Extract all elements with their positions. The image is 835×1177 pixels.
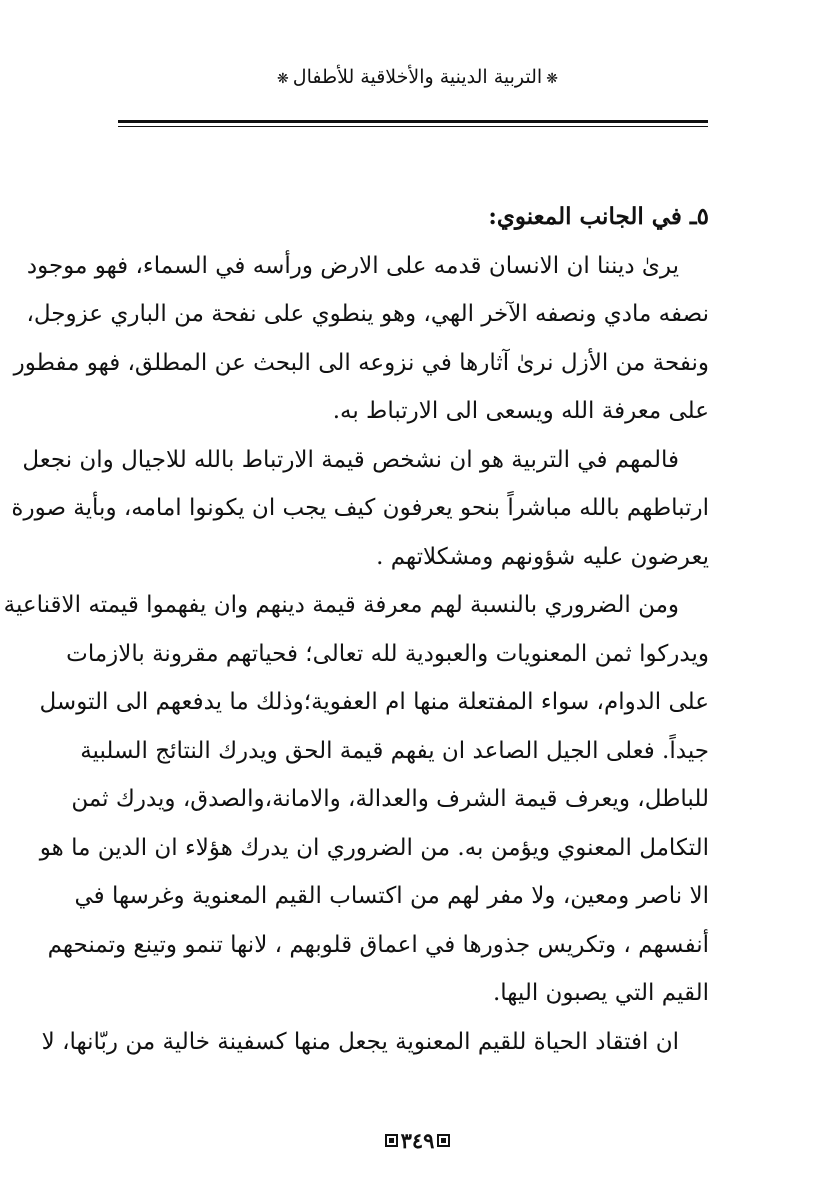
header-rule-thin: [118, 126, 708, 127]
header-rule-thick: [118, 120, 708, 123]
paragraph-1-line-2: نصفه مادي ونصفه الآخر الهي، وهو ينطوي على نفحة من الباري عزوجل،: [26, 301, 709, 327]
paragraph-2-line-3: يعرضون عليه شؤونهم ومشكلاتهم .: [376, 543, 709, 570]
page-number: ٣٤٩: [400, 1128, 435, 1153]
paragraph-3-line-8: أنفسهم ، وتكريس جذورها في اعماق قلوبهم ، لانها تنمو وتينع وتمنحهم: [47, 931, 709, 958]
ornament-star-icon: ❋: [277, 71, 289, 87]
paragraph-3-line-4: جيداً. فعلى الجيل الصاعد ان يفهم قيمة الحق ويدرك النتائج السلبية: [80, 737, 709, 764]
running-header: [0, 62, 835, 94]
paragraph-2-line-2: ارتباطهم بالله مباشراً بنحو يعرفون كيف يجب ان يكونوا امامه، وبأية صورة: [11, 495, 709, 521]
paragraph-3-line-2: ويدركوا ثمن المعنويات والعبودية لله تعالى؛ فحياتهم مقرونة بالازمات: [66, 640, 709, 667]
paragraph-3-line-6: التكامل المعنوي ويؤمن به. من الضروري ان يدرك هؤلاء ان الدين ما هو: [39, 834, 709, 861]
folio-box-icon: [437, 1134, 450, 1147]
paragraph-3-line-5: للباطل، ويعرف قيمة الشرف والعدالة، والامانة،والصدق، ويدرك ثمن: [71, 786, 709, 812]
ornament-star-icon: ❋: [546, 71, 558, 87]
paragraph-1-line-4: على معرفة الله ويسعى الى الارتباط به.: [332, 398, 709, 424]
paragraph-3-line-3: على الدوام، سواء المفتعلة منها ام العفوية؛وذلك ما يدفعهم الى التوسل: [39, 689, 709, 715]
paragraph-1-line-1: يرىٰ ديننا ان الانسان قدمه على الارض ورأسه في السماء، فهو موجود: [26, 252, 679, 279]
paragraph-3-line-1: ومن الضروري بالنسبة لهم معرفة قيمة دينهم وان يفهموا قيمته الاقناعية: [3, 592, 679, 618]
paragraph-4-line-1: ان افتقاد الحياة للقيم المعنوية يجعل منها كسفينة خالية من ربّانها، لا: [41, 1028, 679, 1055]
section-heading: ٥ـ في الجانب المعنوي:: [488, 203, 709, 230]
folio-box-icon: [385, 1134, 398, 1147]
paragraph-1-line-3: ونفحة من الأزل نرىٰ آثارها في نزوعه الى البحث عن المطلق، فهو مفطور: [13, 349, 709, 376]
page-folio: [0, 1128, 835, 1153]
paragraph-3-line-9: القيم التي يصبون اليها.: [492, 980, 709, 1006]
paragraph-3-line-7: الا ناصر ومعين، ولا مفر لهم من اكتساب القيم المعنوية وغرسها في: [74, 883, 709, 909]
paragraph-2-line-1: فالمهم في التربية هو ان نشخص قيمة الارتباط بالله للاجيال وان نجعل: [22, 446, 679, 473]
book-title: التربية الدينية والأخلاقية للأطفال: [292, 66, 543, 88]
body-text: [3, 193, 709, 1066]
